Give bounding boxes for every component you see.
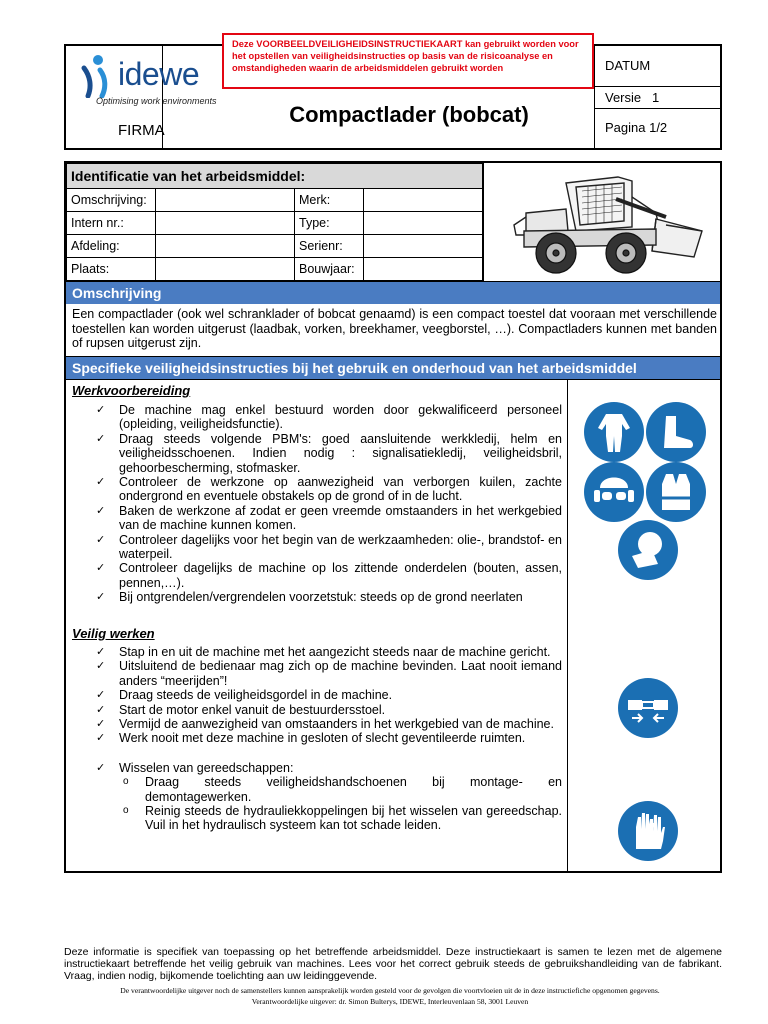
sub-list-item: o Draag steeds veiligheidshandschoenen bij montage- en demontagewerken. xyxy=(119,775,562,804)
table-row xyxy=(67,189,483,212)
list-item: ✓ Controleer dagelijks de machine op los zittende onderdelen (bouten, assen, pennen,…). xyxy=(72,561,562,590)
sub-list-item: o Reinig steeds de hydrauliekkoppelingen bij het wisselen van gereedschap. Vuil in het hydraulisch systeem kan tot schade leiden. xyxy=(119,804,562,833)
table-row xyxy=(67,258,483,281)
field-value-type[interactable] xyxy=(364,212,483,235)
field-value-merk[interactable] xyxy=(364,189,483,212)
list-item: ✓ Controleer de werkzone op aanwezigheid van verborgen kuilen, zachte ondergrond en eventuele obstakels op de grond of in de lucht. xyxy=(72,475,562,504)
wisselen-label: Wisselen van gereedschappen: xyxy=(119,760,294,775)
field-value-afdeling[interactable] xyxy=(156,235,295,258)
list-item: ✓ Stap in en uit de machine met het aangezicht steeds naar de machine gericht. xyxy=(72,645,562,659)
firma-label: FIRMA xyxy=(118,122,165,139)
identification-heading: Identificatie van het arbeidsmiddel: xyxy=(67,164,483,189)
compact-loader-illustration xyxy=(506,169,706,277)
list-item: ✓ Bij ontgrendelen/vergrendelen voorzetstuk: steeds op de grond neerlaten xyxy=(72,590,562,604)
field-label-plaats: Plaats: xyxy=(67,258,156,281)
safety-boots-icon xyxy=(646,402,706,462)
footer-info: Deze informatie is specifiek van toepassing op het betreffende arbeidsmiddel. Deze instructiekaart is samen te lezen met de algemene instructiekaart betreffende het veilig gebruik van machines. Lees voor het correct gebruik steeds de gebruikshandleiding van de fabrikant. Vraag, indien nodig, bijkomende toelichting aan uw leidinggevende. xyxy=(64,946,722,982)
versie-label: Versie 1 xyxy=(605,90,660,105)
list-item: ✓ Draag steeds de veiligheidsgordel in de machine. xyxy=(72,688,562,702)
safety-glasses-ear-protection-icon xyxy=(584,462,644,522)
dust-mask-icon xyxy=(618,520,678,580)
datum-label: DATUM xyxy=(605,58,651,73)
field-label-afdeling: Afdeling: xyxy=(67,235,156,258)
field-label-omschrijving: Omschrijving: xyxy=(67,189,156,212)
field-label-intern-nr: Intern nr.: xyxy=(67,212,156,235)
veilig-werken-heading: Veilig werken xyxy=(72,626,155,641)
pagina-label: Pagina 1/2 xyxy=(605,120,668,135)
field-label-bouwjaar: Bouwjaar: xyxy=(295,258,364,281)
table-row xyxy=(67,212,483,235)
field-value-serienr[interactable] xyxy=(364,235,483,258)
list-item: ✓ Controleer dagelijks voor het begin van de werkzaamheden: olie-, brandstof- en waterpeil. xyxy=(72,533,562,562)
logo-wordmark: idewe xyxy=(118,56,200,92)
field-value-intern-nr[interactable] xyxy=(156,212,295,235)
overall-icon xyxy=(584,402,644,462)
omschrijving-heading: Omschrijving xyxy=(66,282,720,304)
identification-table xyxy=(66,163,483,281)
field-label-merk: Merk: xyxy=(295,189,364,212)
list-item-wisselen xyxy=(72,761,562,833)
list-item: ✓ Vermijd de aanwezigheid van omstaanders in het werkgebied van de machine. xyxy=(72,717,562,731)
notice-box: Deze VOORBEELDVEILIGHEIDSINSTRUCTIEKAART kan gebruikt worden voor het opstellen van veiligheidsinstructies op basis van de risicoanalyse en omstandigheden waarin de arbeidsmiddelen gebruikt worden xyxy=(222,33,594,89)
disclaimer-text: De verantwoordelijke uitgever noch de samenstellers kunnen aansprakelijk worden gesteld voor de gevolgen die voortvloeien uit de in deze instructiefiche opgenomen gegevens. xyxy=(120,986,660,995)
page-title: Compactlader (bobcat) xyxy=(289,102,529,127)
field-label-serienr: Serienr: xyxy=(295,235,364,258)
field-value-bouwjaar[interactable] xyxy=(364,258,483,281)
table-row xyxy=(67,235,483,258)
idewe-logo xyxy=(80,52,220,112)
wisselen-sublist xyxy=(119,775,562,833)
field-value-plaats[interactable] xyxy=(156,258,295,281)
safety-vest-icon xyxy=(646,462,706,522)
footer-disclaimer xyxy=(40,985,740,1007)
safety-gloves-icon xyxy=(618,801,678,861)
instructions-heading: Specifieke veiligheidsinstructies bij het gebruik en onderhoud van het arbeidsmiddel xyxy=(66,357,720,379)
seatbelt-icon xyxy=(618,678,678,738)
list-item: ✓ Start de motor enkel vanuit de bestuurdersstoel. xyxy=(72,703,562,717)
list-item: ✓ Baken de werkzone af zodat er geen vreemde omstaanders in het werkgebied van de machine kunnen komen. xyxy=(72,504,562,533)
publisher-text: Verantwoordelijke uitgever: dr. Simon Bulterys, IDEWE, Interleuvenlaan 58, 3001 Leuven xyxy=(251,997,529,1006)
field-value-omschrijving[interactable] xyxy=(156,189,295,212)
logo-tagline: Optimising work environments xyxy=(96,96,217,106)
list-item: ✓ De machine mag enkel bestuurd worden door gekwalificeerd personeel (opleiding, veiligheidsfunctie). xyxy=(72,403,562,432)
list-item: ✓ Draag steeds volgende PBM's: goed aansluitende werkkledij, helm en veiligheidsschoenen. Indien nodig : signalisatiekledij, veiligheidsbril, gehoorbescherming, stofmasker. xyxy=(72,432,562,475)
list-item: ✓ Werk nooit met deze machine in gesloten of slecht geventileerde ruimten. xyxy=(72,731,562,745)
logo-figure-icon xyxy=(80,54,116,98)
omschrijving-text: Een compactlader (ook wel schranklader of bobcat genaamd) is een compact toestel dat vooraan met verschillende toestellen kan worden uitgerust (laadbak, vorken, breekhamer, veegborstel, …). Compactladers kunnen met banden of rupsen uitgerust zijn. xyxy=(72,307,717,351)
instruction-card xyxy=(64,161,722,873)
list-item: ✓ Uitsluitend de bedienaar mag zich op de machine bevinden. Laat nooit iemand anders “meerijden”! xyxy=(72,659,562,688)
werkvoorbereiding-heading: Werkvoorbereiding xyxy=(72,383,191,398)
field-label-type: Type: xyxy=(295,212,364,235)
werkvoorbereiding-list xyxy=(72,403,562,605)
veilig-werken-list xyxy=(72,645,562,833)
